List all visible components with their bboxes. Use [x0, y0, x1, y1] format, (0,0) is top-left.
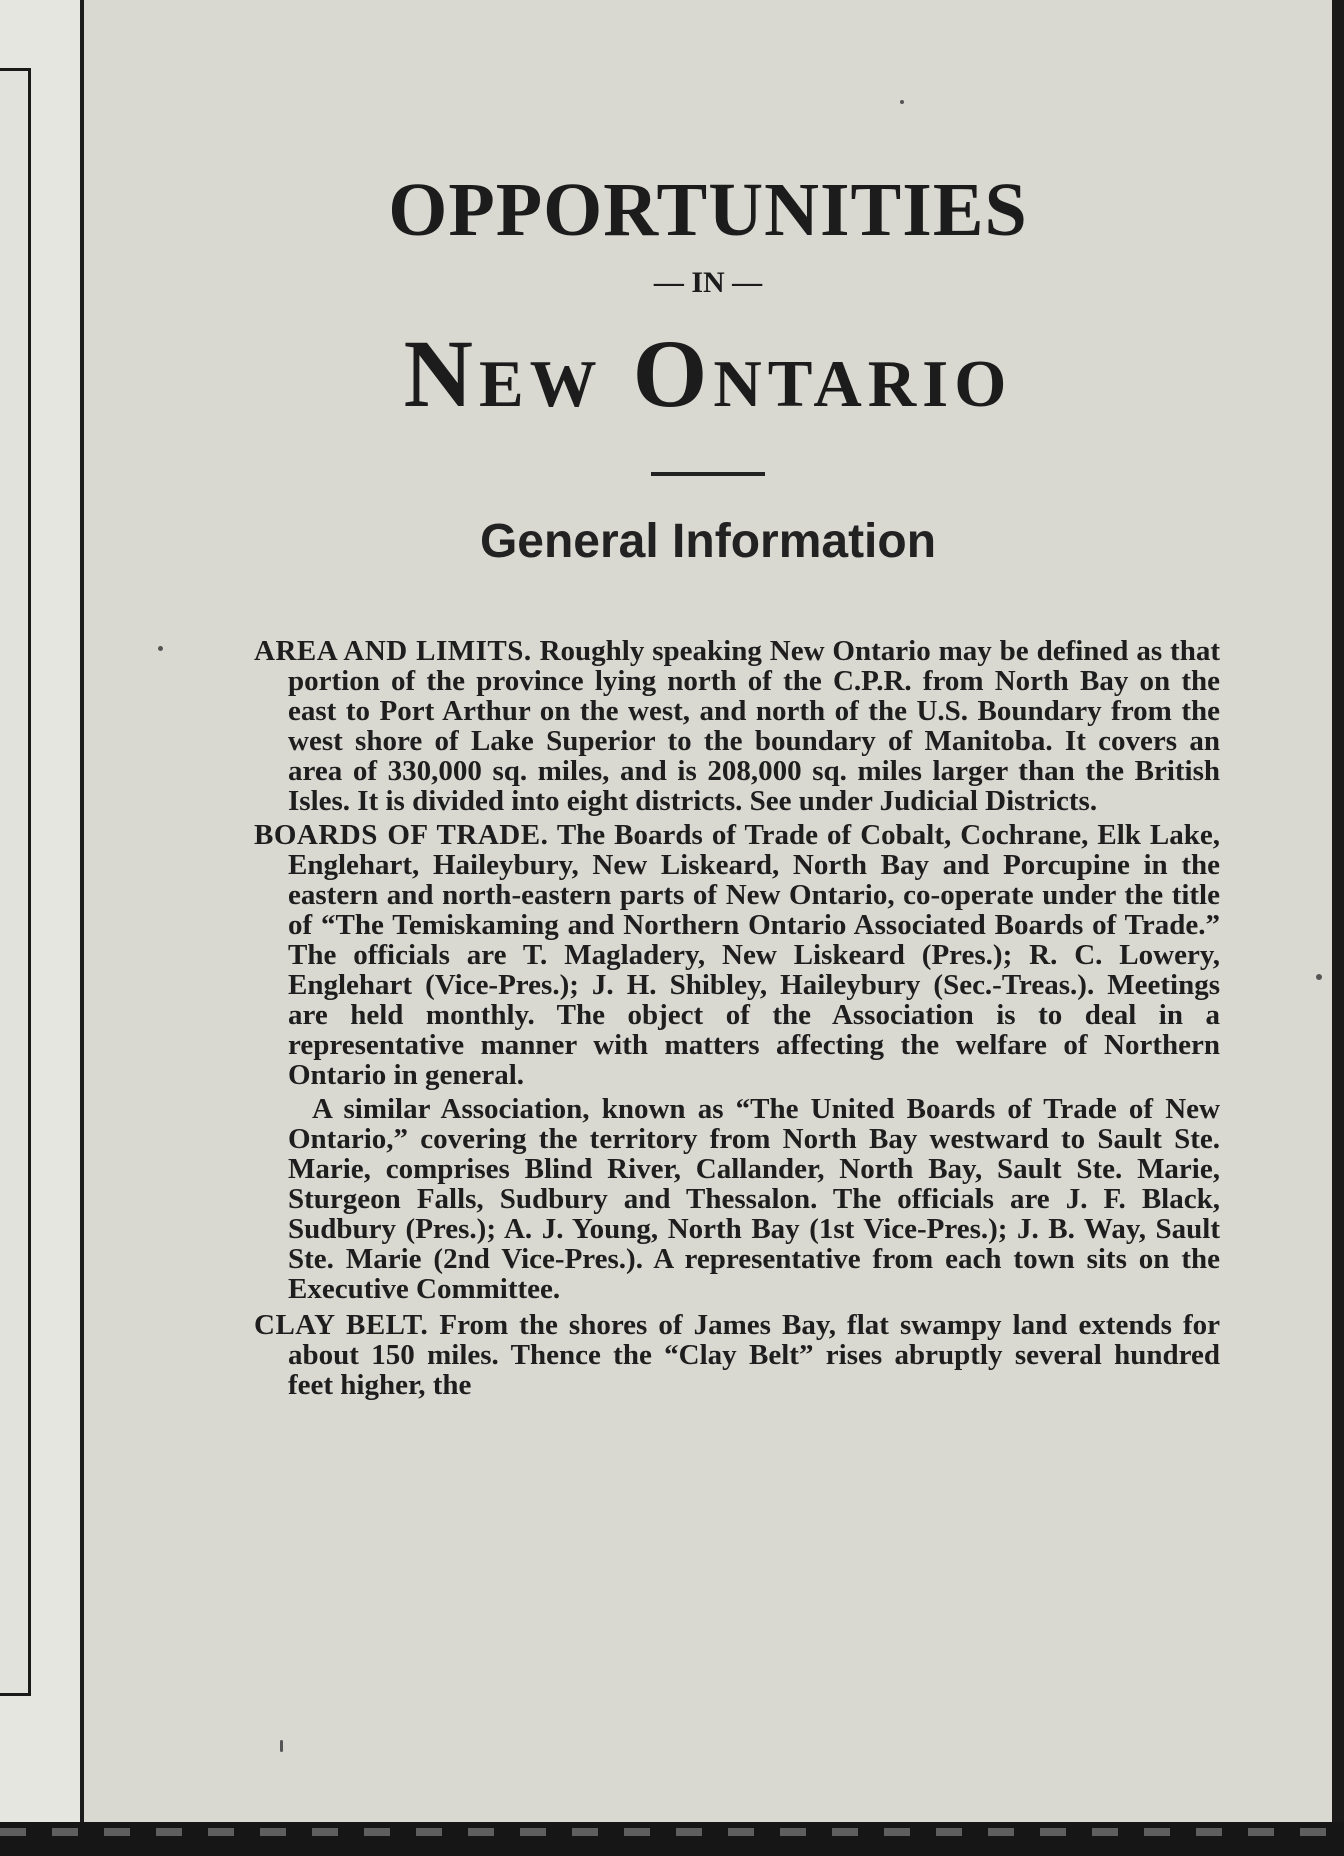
- entry-area-and-limits: [254, 636, 1220, 816]
- entry-text: Roughly speaking New Ontario may be defined as that portion of the province lying north of the C.P.R. from North Bay on the east to Port Arthur on the west, and north of the U.S. Boundary from the west shore of Lake Superior to the boundary of Manitoba. It covers an area of 330,000 sq. miles, and is 208,000 sq. miles larger than the British Isles. It is divided into eight districts. See under Judicial Districts.: [288, 635, 1220, 817]
- title-block: [84, 170, 1332, 570]
- dust-speck: [158, 646, 163, 651]
- title-opportunities: OPPORTUNITIES: [388, 168, 1028, 252]
- entry-term: CLAY BELT.: [254, 1309, 429, 1341]
- entry-term: AREA AND LIMITS.: [254, 635, 532, 667]
- entry-clay-belt: [254, 1310, 1220, 1400]
- entry-text: From the shores of James Bay, flat swampy land extends for about 150 miles. Thence the “Clay Belt” rises abruptly several hundred feet higher, the: [288, 1309, 1220, 1401]
- title-divider-rule: [651, 472, 765, 476]
- dust-speck: [900, 100, 904, 104]
- section-heading: General Information: [479, 515, 937, 568]
- left-margin-frame: [0, 68, 31, 1696]
- dust-speck: [280, 1740, 283, 1752]
- dust-speck: [1316, 974, 1322, 980]
- body-text: [254, 636, 1220, 1404]
- title-in: — IN —: [653, 266, 763, 299]
- title-new-ontario: New Ontario: [403, 320, 1013, 427]
- entry-boards-of-trade-continued: A similar Association, known as “The United Boards of Trade of New Ontario,” covering the territory from North Bay westward to Sault Ste. Marie, comprises Blind River, Callander, North Bay, Sault Ste. Marie, Sturgeon Falls, Sudbury and Thessalon. The officials are J. F. Black, Sudbury (Pres.); A. J. Young, North Bay (1st Vice-Pres.); J. B. Way, Sault Ste. Marie (2nd Vice-Pres.). A representative from each town sits on the Executive Committee.: [288, 1093, 1220, 1305]
- film-sprocket-marks: [0, 1828, 1344, 1836]
- entry-term: BOARDS OF TRADE.: [254, 819, 549, 851]
- right-page-edge: [1332, 0, 1344, 1825]
- entry-text: The Boards of Trade of Cobalt, Cochrane, Elk Lake, Englehart, Haileybury, New Liskeard, North Bay and Porcupine in the eastern and north-eastern parts of New Ontario, co-operate under the title of “The Temiskaming and Northern Ontario Associated Boards of Trade.” The officials are T. Magladery, New Liskeard (Pres.); R. C. Lowery, Englehart (Vice-Pres.); J. H. Shibley, Haileybury (Sec.-Treas.). Meetings are held monthly. The object of the Association is to deal in a representative manner with matters affecting the welfare of Northern Ontario in general.: [288, 819, 1220, 1091]
- entry-boards-of-trade: [254, 820, 1220, 1090]
